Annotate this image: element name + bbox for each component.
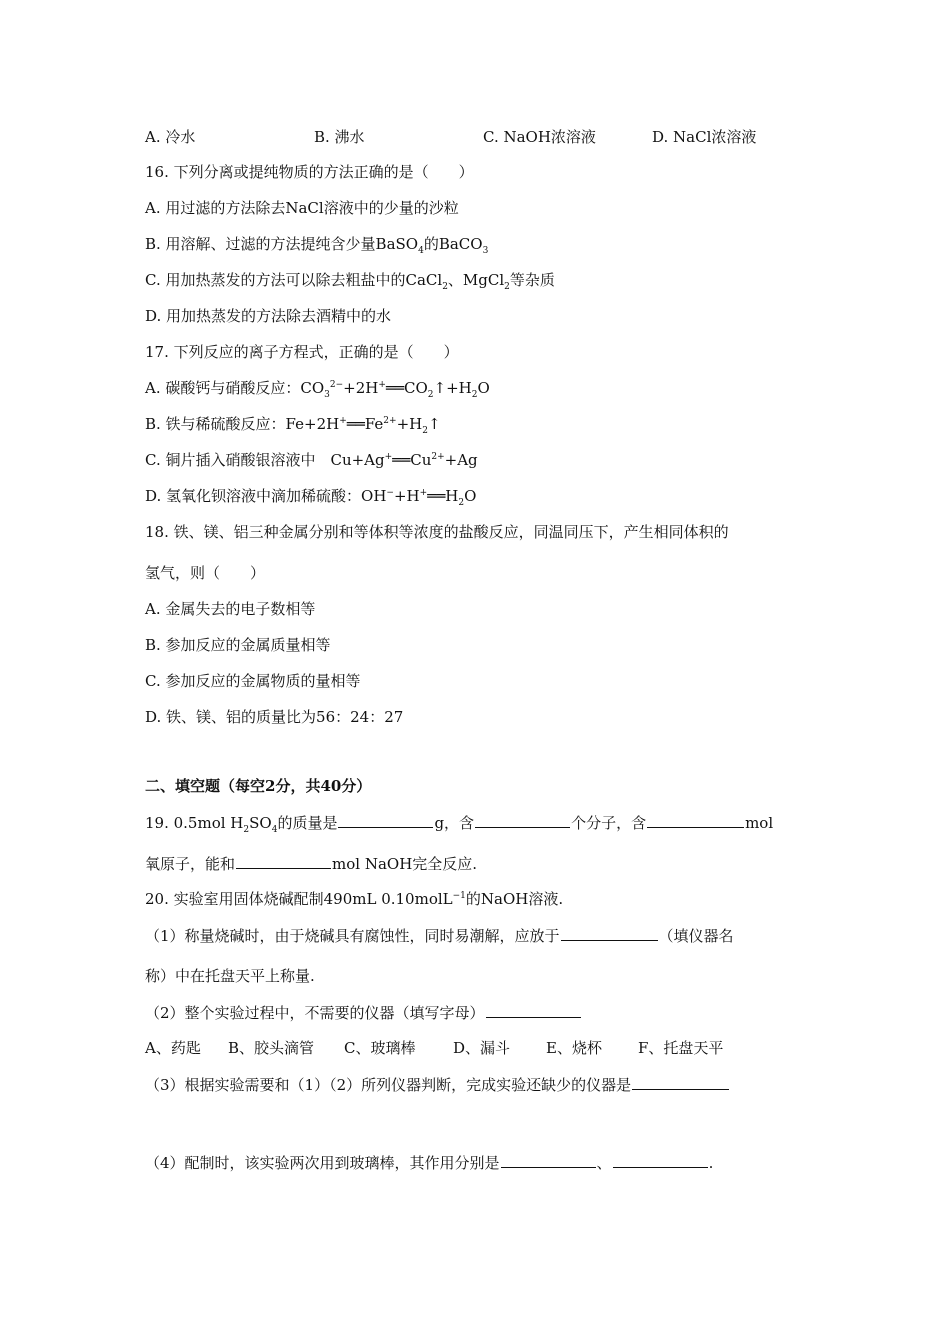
q17-option-c: C. 铜片插入硝酸银溶液中 $Cu+Ag^+══Cu^{2+}+Ag$ bbox=[145, 451, 478, 469]
q15-option-b: B. 沸水 bbox=[314, 128, 365, 146]
q15-option-c: C. NaOH浓溶液 bbox=[483, 128, 596, 146]
answer-blank[interactable] bbox=[632, 1074, 729, 1090]
instrument-c: C、玻璃棒 bbox=[344, 1039, 416, 1057]
q18-option-a: A. 金属失去的电子数相等 bbox=[145, 600, 316, 618]
q20-sub1-line1: （1）称量烧碱时，由于烧碱具有腐蚀性，同时易潮解，应放于 （填仪器名 bbox=[145, 927, 734, 945]
q17-stem: 17. 下列反应的离子方程式，正确的是（ ） bbox=[145, 343, 459, 361]
q20-sub3: （3）根据实验需要和（1）（2）所列仪器判断，完成实验还缺少的仪器是 bbox=[145, 1074, 730, 1095]
q16-option-c: C. 用加热蒸发的方法可以除去粗盐中的CaCl$_2$、MgCl$_2$等杂质 bbox=[145, 271, 555, 292]
q18-option-c: C. 参加反应的金属物质的量相等 bbox=[145, 672, 361, 690]
answer-blank[interactable] bbox=[613, 1152, 708, 1168]
q15-option-d: D. NaCl浓溶液 bbox=[652, 128, 757, 146]
answer-blank[interactable] bbox=[236, 853, 331, 869]
q19-line2: 氧原子，能和 mol NaOH完全反应. bbox=[145, 855, 478, 873]
instrument-b: B、胶头滴管 bbox=[228, 1039, 315, 1057]
q20-sub4: （4）配制时，该实验两次用到玻璃棒，其作用分别是 、 . bbox=[145, 1154, 714, 1172]
q20-stem: 20. 实验室用固体烧碱配制490mL 0.10molL$^{-1}$的NaOH溶液. bbox=[145, 890, 564, 908]
q19-line1: 19. 0.5mol $H_2SO_4$的质量是 g，含 个分子，含 mol bbox=[145, 814, 774, 835]
q16-option-a: A. 用过滤的方法除去NaCl溶液中的少量的沙粒 bbox=[145, 199, 459, 217]
instrument-a: A、药匙 bbox=[145, 1039, 201, 1057]
answer-blank[interactable] bbox=[338, 812, 433, 828]
instrument-e: E、烧杯 bbox=[546, 1039, 602, 1057]
q16-option-b: B. 用溶解、过滤的方法提纯含少量BaSO$_4$的BaCO$_3$ bbox=[145, 235, 489, 256]
q18-stem-line2: 氢气，则（ ） bbox=[145, 564, 266, 582]
answer-blank[interactable] bbox=[501, 1152, 596, 1168]
q18-option-b: B. 参加反应的金属质量相等 bbox=[145, 636, 331, 654]
answer-blank[interactable] bbox=[486, 1002, 581, 1018]
instrument-f: F、托盘天平 bbox=[638, 1039, 724, 1057]
q18-stem-line1: 18. 铁、镁、铝三种金属分别和等体积等浓度的盐酸反应，同温同压下，产生相同体积的 bbox=[145, 523, 729, 541]
q18-option-d: D. 铁、镁、铝的质量比为56：24：27 bbox=[145, 708, 404, 726]
q17-option-b: B. 铁与稀硫酸反应：$Fe+2H^+══Fe^{2+}+H_2↑$ bbox=[145, 415, 441, 436]
answer-blank[interactable] bbox=[475, 812, 570, 828]
section-title: 二、填空题（每空2分，共40分） bbox=[145, 777, 372, 795]
answer-blank[interactable] bbox=[561, 925, 658, 941]
q16-stem: 16. 下列分离或提纯物质的方法正确的是（ ） bbox=[145, 163, 474, 181]
q20-sub2: （2）整个实验过程中，不需要的仪器（填写字母） bbox=[145, 1002, 582, 1023]
q17-option-a: A. 碳酸钙与硝酸反应：$CO_3^{2-}+2H^+══CO_2↑+H_2O$ bbox=[145, 379, 490, 400]
q15-option-a: A. 冷水 bbox=[145, 128, 196, 146]
q20-sub1-line2: 称）中在托盘天平上称量. bbox=[145, 967, 315, 985]
q16-option-d: D. 用加热蒸发的方法除去酒精中的水 bbox=[145, 307, 392, 325]
answer-blank[interactable] bbox=[647, 812, 744, 828]
q17-option-d: D. 氢氧化钡溶液中滴加稀硫酸：$OH^-+H^+══H_2O$ bbox=[145, 487, 477, 508]
instrument-d: D、漏斗 bbox=[453, 1039, 511, 1057]
